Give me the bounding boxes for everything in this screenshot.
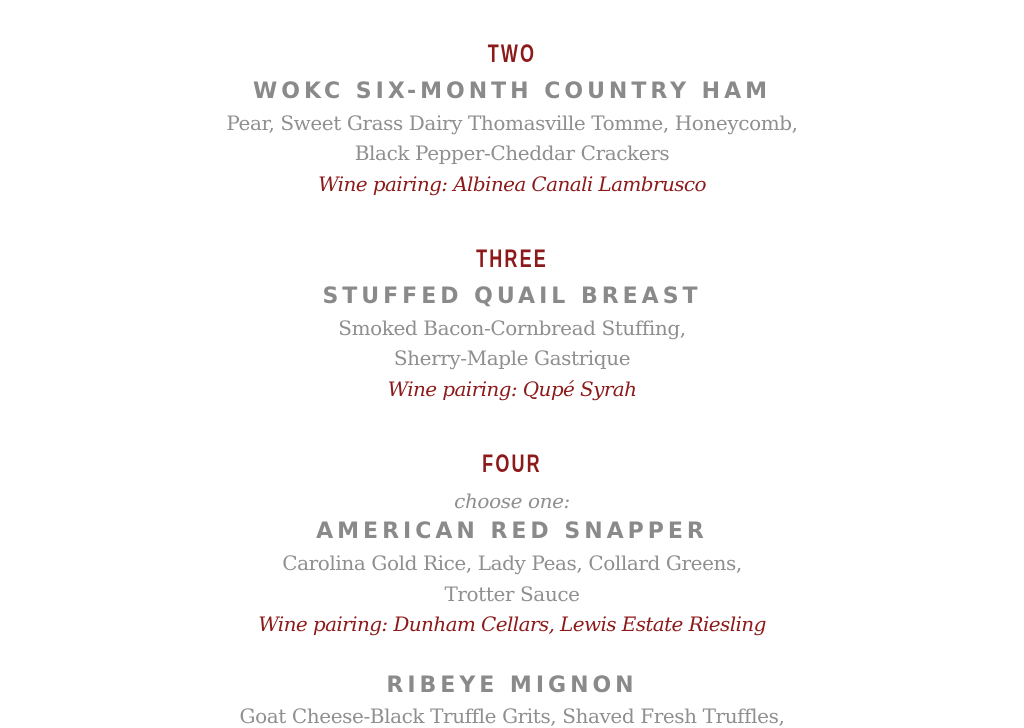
course-number-three: THREE — [476, 245, 548, 273]
wine-pairing: Wine pairing: Qupé Syrah — [387, 377, 637, 401]
dish-title-quail: STUFFED QUAIL BREAST — [322, 284, 702, 309]
dish-title-country-ham: WOKC SIX-MONTH COUNTRY HAM — [252, 79, 772, 104]
dish-description-line: Smoked Bacon-Cornbread Stuffing, — [338, 316, 686, 340]
course-number-four: FOUR — [482, 450, 542, 478]
dish-description-line: Pear, Sweet Grass Dairy Thomasville Tomme, Honeycomb, — [226, 111, 798, 135]
dish-description-line: Sherry-Maple Gastrique — [393, 346, 631, 370]
dish-description-line: Goat Cheese-Black Truffle Grits, Shaved Fresh Truffles, — [239, 704, 785, 728]
dish-title-red-snapper: AMERICAN RED SNAPPER — [316, 519, 708, 544]
course-number-two: TWO — [487, 40, 537, 68]
dish-title-ribeye: RIBEYE MIGNON — [386, 673, 638, 698]
dish-description-line: Black Pepper-Cheddar Crackers — [354, 141, 670, 165]
dish-description-line: Carolina Gold Rice, Lady Peas, Collard Greens, — [282, 551, 742, 575]
choose-one-label: choose one: — [454, 489, 570, 513]
wine-pairing: Wine pairing: Dunham Cellars, Lewis Estate Riesling — [258, 612, 766, 636]
dish-description-line: Trotter Sauce — [444, 582, 580, 606]
wine-pairing: Wine pairing: Albinea Canali Lambrusco — [318, 172, 706, 196]
